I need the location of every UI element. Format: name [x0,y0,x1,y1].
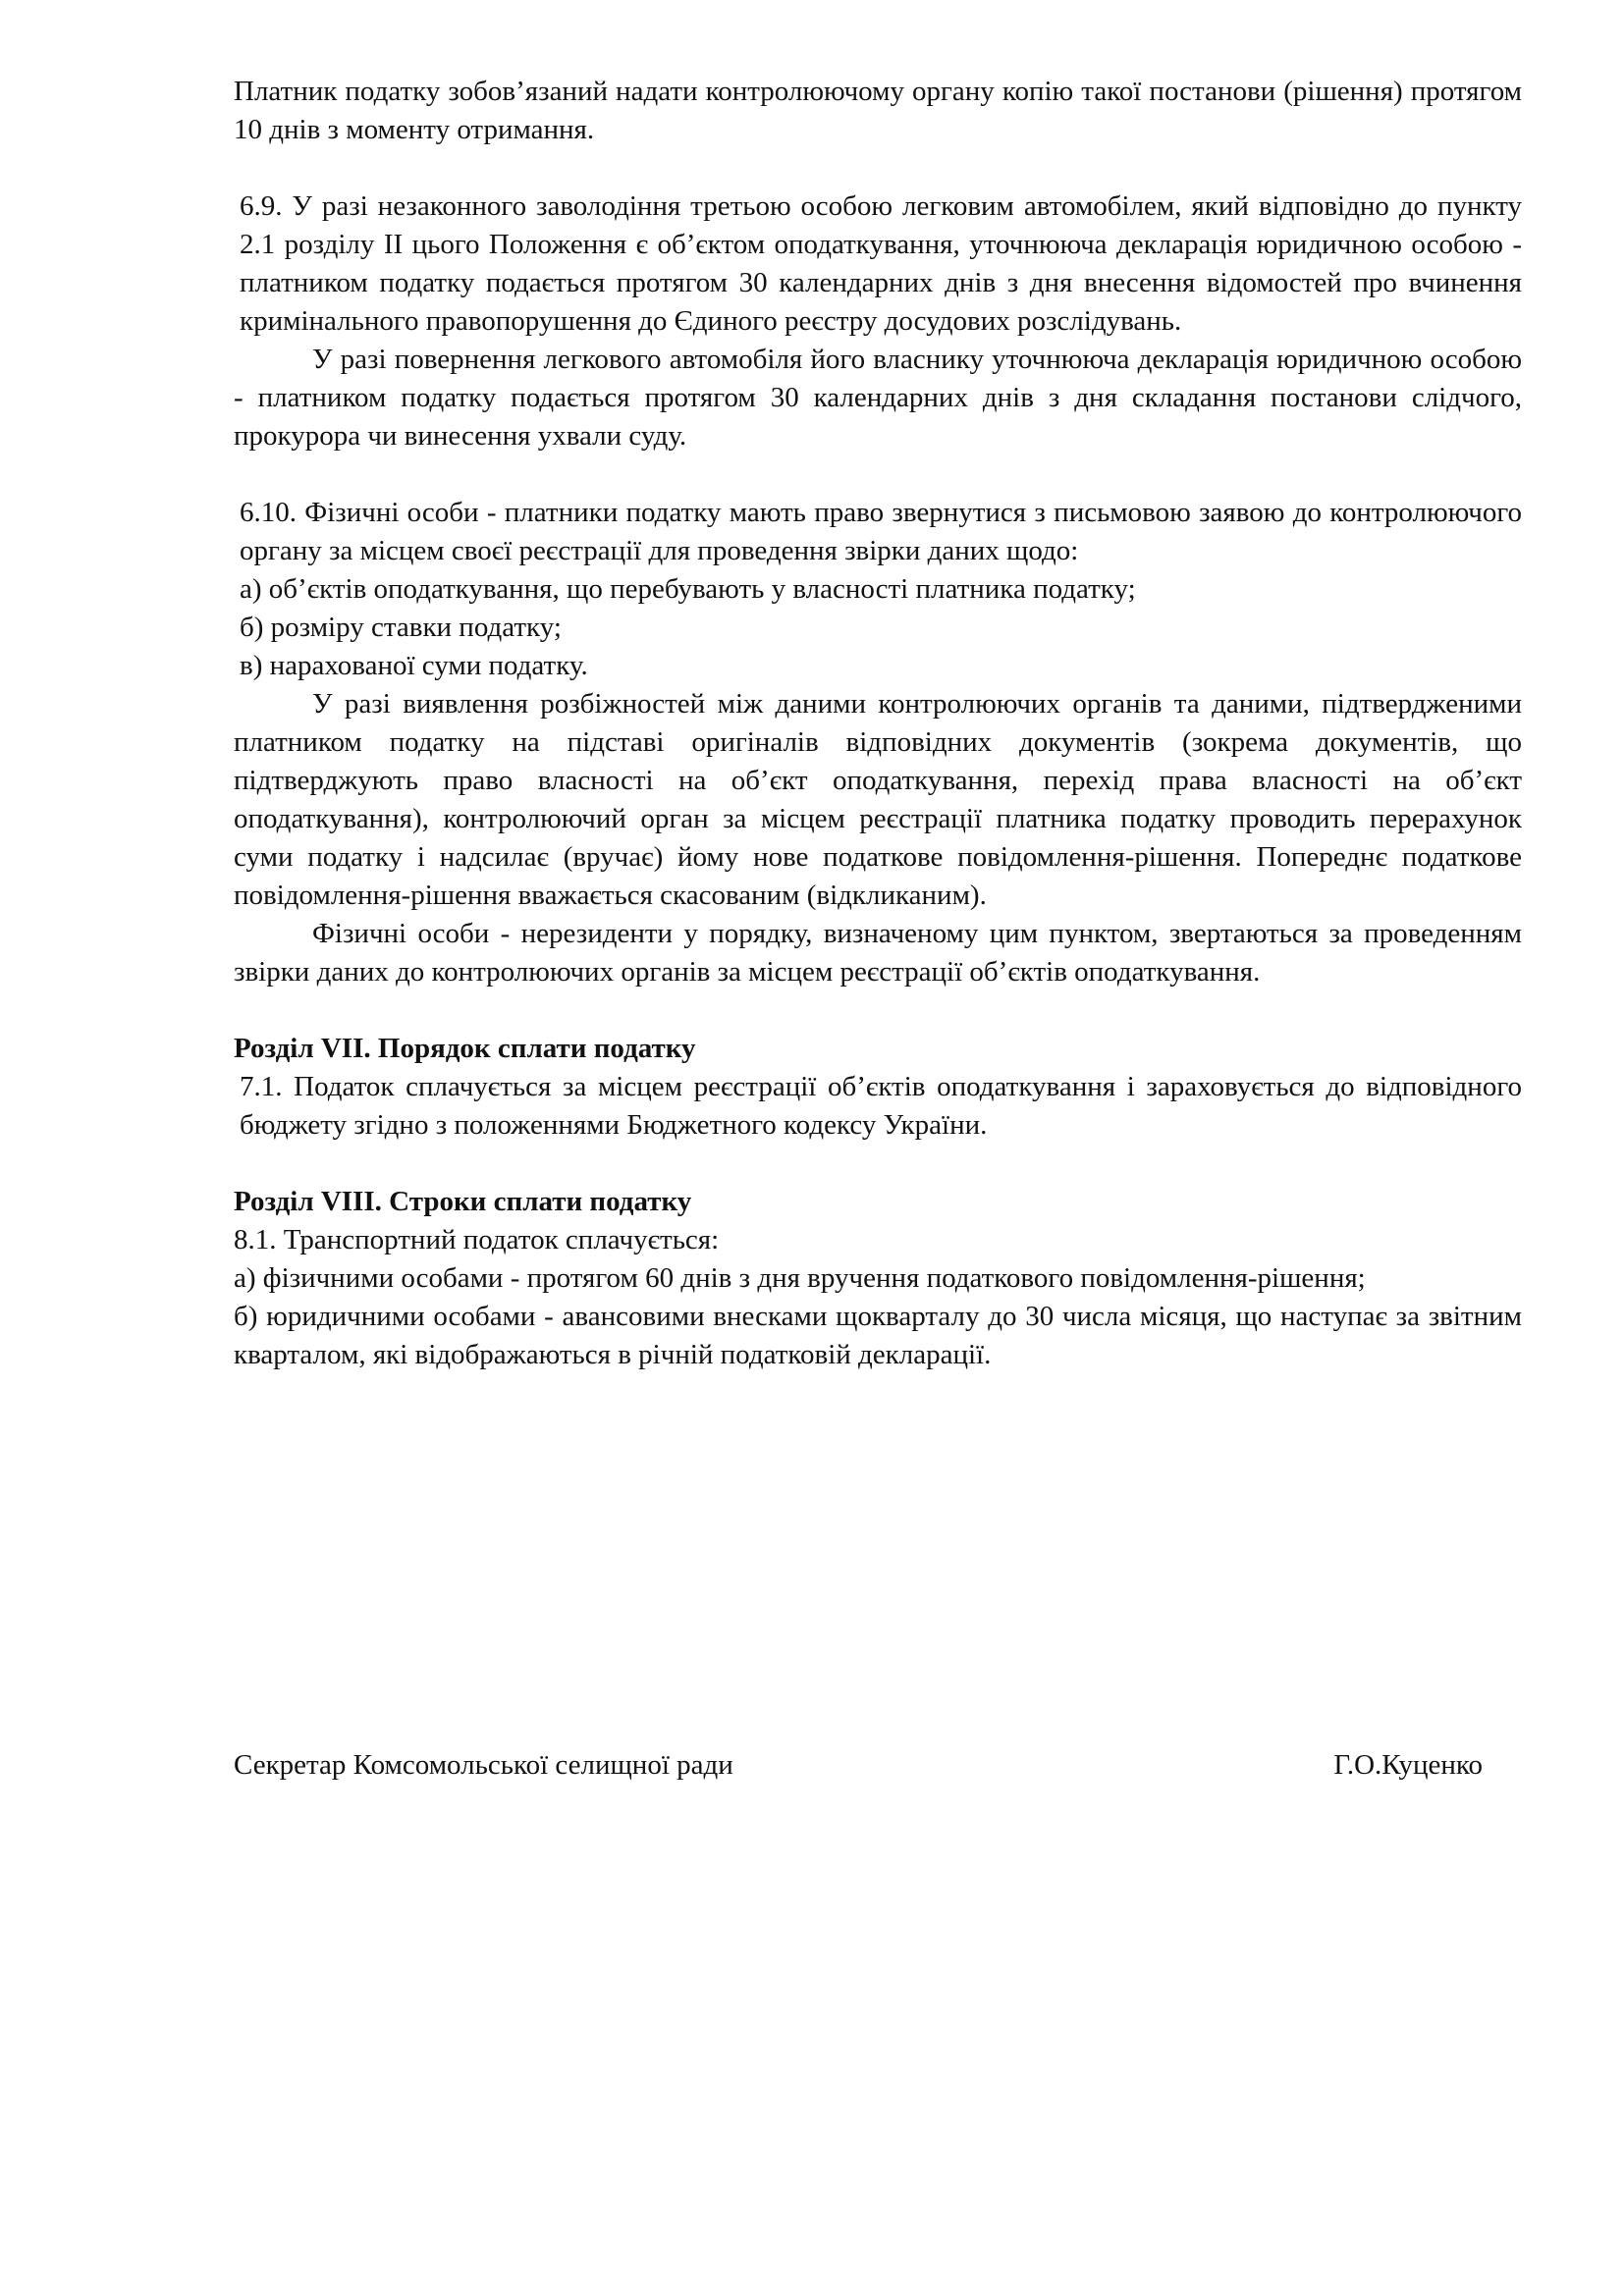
clause-6-10-nonresidents-paragraph: Фізичні особи - нерезиденти у порядку, визначеному цим пунктом, звертаються за проведенням звірки даних до контролюючих органів за місцем реєстрації об’єктів оподаткування. [234,918,1522,988]
spacer [234,455,1522,494]
clause-6-10-item-b: б) розміру ставки податку; [240,612,562,643]
clause-6-10-item-a: а) об’єктів оподаткування, що перебувають у власності платника податку; [240,573,1136,605]
spacer [234,149,1522,187]
clause-6-10-paragraph: 6.10. Фізичні особи - платники податку мають право звернутися з письмовою заявою до контролюючого органу за місцем своєї реєстрації для проведення звірки даних щодо: [240,497,1522,566]
signatory-title: Секретар Комсомольської селищної ради [234,1749,733,1781]
clause-6-9-return-paragraph: У разі повернення легкового автомобіля його власнику уточнююча декларація юридичною особою - платником податку подається протягом 30 календарних днів з дня складання постанови слідчого, прокурора чи винесення ухвали суду. [234,344,1522,452]
clause-8-1-item-b: б) юридичними особами - авансовими внесками щокварталу до 30 числа місяця, що наступає за звітним кварталом, які відображаються в річній податковій декларації. [234,1301,1522,1370]
clause-6-10-discrepancy-paragraph: У разі виявлення розбіжностей між даними контролюючих органів та даними, підтвердженими платником податку на підставі оригіналів відповідних документів (зокрема документів, що підтверджують право власності на об’єкт оподаткування, перехід права власності на об’єкт оподаткування), контролюючий орган за місцем реєстрації платника податку проводить перерахунок суми податку і надсилає (вручає) йому нове податкове повідомлення-рішення. Попереднє податкове повідомлення-рішення вважається скасованим (відкликаним). [234,688,1522,911]
clause-6-9-paragraph: 6.9. У разі незаконного заволодіння третьою особою легковим автомобілем, який відповідно до пункту 2.1 розділу ІІ цього Положення є об’єктом оподаткування, уточнююча декларація юридичною особою - платником податку подається протягом 30 календарних днів з дня внесення відомостей про вчинення кримінального правопорушення до Єдиного реєстру досудових розслідувань. [240,190,1522,337]
spacer [234,991,1522,1030]
clause-8-1-item-a: а) фізичними особами - протягом 60 днів з дня вручення податкового повідомлення-рішення; [234,1262,1366,1294]
signatory-name: Г.О.Куценко [1333,1749,1483,1781]
section7-heading: Розділ VII. Порядок сплати податку [234,1033,696,1064]
section6-intro-paragraph: Платник податку зобов’язаний надати контролюючому органу копію такої постанови (рішення) протягом 10 днів з моменту отримання. [234,76,1522,145]
section8-heading: Розділ VIII. Строки сплати податку [234,1186,692,1217]
spacer [234,1145,1522,1183]
document-page [234,73,1522,1374]
signature-block [234,1746,1483,1785]
clause-7-1-paragraph: 7.1. Податок сплачується за місцем реєстрації об’єктів оподаткування і зараховується до відповідного бюджету згідно з положеннями Бюджетного кодексу України. [240,1071,1522,1141]
clause-8-1-paragraph: 8.1. Транспортний податок сплачується: [234,1224,720,1255]
clause-6-10-item-c: в) нарахованої суми податку. [240,650,588,681]
